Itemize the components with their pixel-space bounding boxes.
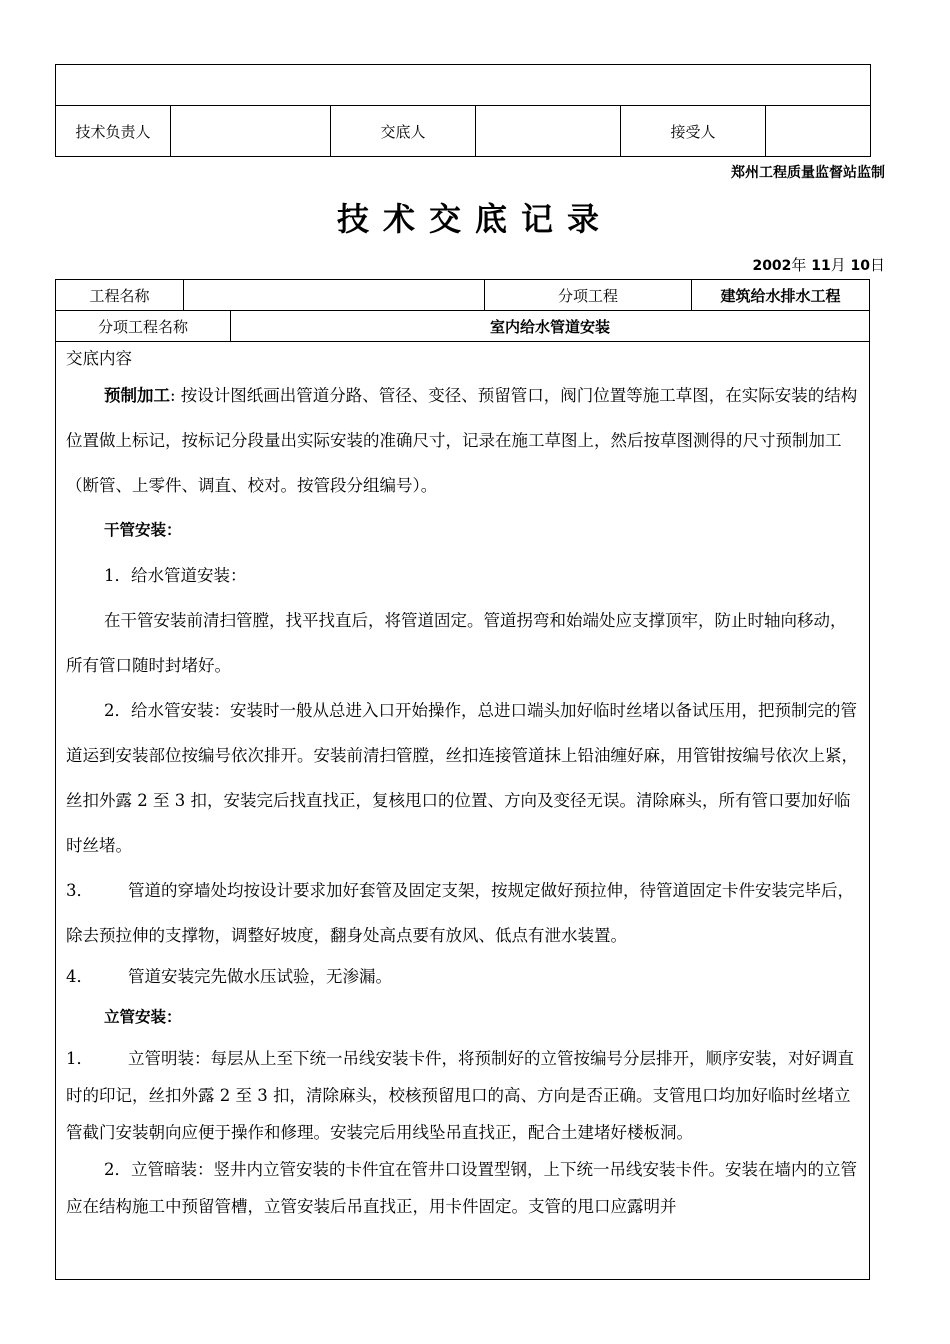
date-month: 11 xyxy=(811,258,831,274)
riser1 xyxy=(66,1040,861,1151)
subitem-name-value[interactable]: 室内给水管道安装 xyxy=(489,317,610,336)
content-label: 交底内容 xyxy=(66,349,132,368)
project-name-label: 工程名称 xyxy=(56,280,184,310)
prefab-heading: 预制加工 xyxy=(104,386,170,405)
riser1-text: 立管明装：每层从上至下统一吊线安装卡件，将预制好的立管按编号分层排开，顺序安装，对好调直时的印记，丝扣外露 2 至 3 扣，清除麻头，校核预留甩口的高、方向是否正确。支管甩口均加好临时丝堵立管截门安装朝向应便于操作和修理。安装完后用线坠吊直找正，配合土建堵好楼板洞。 xyxy=(66,1049,854,1142)
subitem-label: 分项工程 xyxy=(485,280,692,310)
tech-lead-label: 技术负责人 xyxy=(56,106,171,157)
riser2-text: 2．立管暗装：竖井内立管安装的卡件宜在管井口设置型钢，上下统一吊线安装卡件。安装在墙内的立管应在结构施工中预留管槽，立管安装后吊直找正，用卡件固定。支管的甩口应露明并 xyxy=(66,1160,857,1216)
item4-text: 管道安装完先做水压试验，无渗漏。 xyxy=(128,967,392,986)
record-table xyxy=(55,279,870,1280)
item3-text: 管道的穿墙处均按设计要求加好套管及固定支架，按规定做好预拉伸，待管道固定卡件安装完毕后，除去预拉伸的支撑物，调整好坡度，翻身处高点要有放风、低点有泄水装置。 xyxy=(66,881,854,945)
subitem-name-label: 分项工程名称 xyxy=(56,311,231,341)
header-row-2 xyxy=(56,311,869,342)
tech-lead-field[interactable] xyxy=(171,106,331,157)
item1-title: 1．给水管道安装： xyxy=(104,566,247,585)
prefab-text: : 按设计图纸画出管道分路、管径、变径、预留管口，阀门位置等施工草图，在实际安装的结构位置做上标记，按标记分段量出实际安装的准确尺寸，记录在施工草图上，然后按草图测得的尺寸预制加工（断管、上零件、调直、校对。按管段分组编号）。 xyxy=(66,386,858,495)
receiver-label: 接受人 xyxy=(621,106,766,157)
subitem-value[interactable]: 建筑给水排水工程 xyxy=(720,286,841,305)
date-day: 10 xyxy=(850,258,870,274)
date-year: 2002 xyxy=(752,258,792,274)
header-row-1 xyxy=(56,280,869,311)
record-date xyxy=(752,254,885,275)
date-day-suffix: 日 xyxy=(869,256,885,274)
date-month-suffix: 月 xyxy=(830,256,846,274)
project-name-value[interactable] xyxy=(184,280,485,310)
signature-table xyxy=(55,64,871,157)
supervised-by: 郑州工程质量监督站监制 xyxy=(731,165,885,181)
item3 xyxy=(66,868,861,958)
receiver-field[interactable] xyxy=(766,106,871,157)
presenter-label: 交底人 xyxy=(331,106,476,157)
signature-table-top-row xyxy=(56,65,871,106)
item2-text: 2．给水管安装：安装时一般从总进入口开始操作，总进口端头加好临时丝堵以备试压用，把预制完的管道运到安装部位按编号依次排开。安装前清扫管膛，丝扣连接管道抹上铅油缠好麻，用管钳按编号依次上紧，丝扣外露 2 至 3 扣，安装完后找直找正，复核甩口的位置、方向及变径无误。清除麻头，所有管口要加好临时丝堵。 xyxy=(66,701,858,855)
item4-num: 4． xyxy=(66,967,93,986)
date-year-suffix: 年 xyxy=(791,256,807,274)
disclosure-content xyxy=(66,345,861,1225)
riser-heading: 立管安装： xyxy=(104,1008,182,1026)
presenter-field[interactable] xyxy=(476,106,621,157)
riser1-num: 1． xyxy=(66,1049,93,1068)
item1-text: 在干管安装前清扫管膛，找平找直后，将管道固定。管道拐弯和始端处应支撑顶牢，防止时轴向移动，所有管口随时封堵好。 xyxy=(66,611,847,675)
page-title: 技术交底记录 xyxy=(336,200,613,238)
main-pipe-heading: 干管安装： xyxy=(104,521,182,539)
prefab-paragraph xyxy=(66,373,861,508)
item4 xyxy=(66,958,861,995)
item3-num: 3． xyxy=(66,881,93,900)
